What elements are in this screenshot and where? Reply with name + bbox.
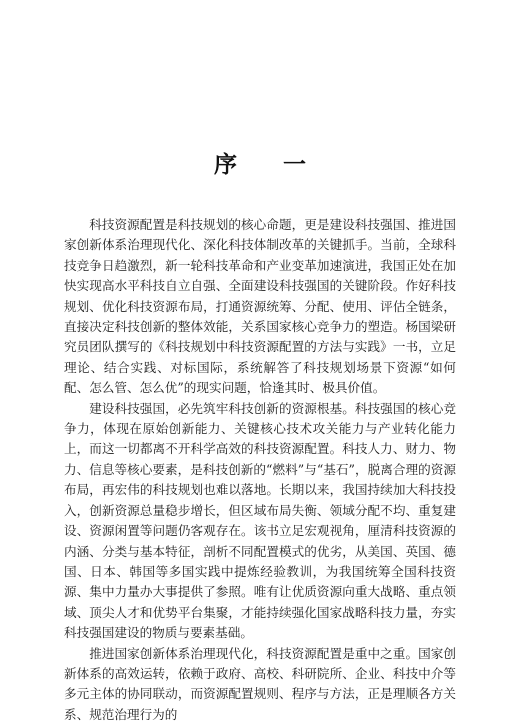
paragraph-1: 科技资源配置是科技规划的核心命题，更是建设科技强国、推进国家创新体系治理现代化、深化科技体制改革的关键抓手。当前，全球科技竞争日趋激烈，新一轮科技革命和产业变革加速演进，我国正处在加快实现高水平科技自立自强、全面建设科技强国的关键阶段。作好科技规划、优化科技资源布局，打通资源统筹、分配、使用、评估全链条，直接决定科技创新的整体效能，关系国家核心竞争力的塑造。杨国梁研究员团队撰写的《科技规划中科技资源配置的方法与实践》一书，立足理论、结合实践、对标国际，系统解答了科技规划场景下资源“如何配、怎么管、怎么优”的现实问题，恰逢其时、极具价值。 [64, 217, 456, 396]
paragraph-2: 建设科技强国，必先筑牢科技创新的资源根基。科技强国的核心竞争力，体现在原始创新能力、关键核心技术攻关能力与产业转化能力上，而这一切都离不开科学高效的科技资源配置。科技人力、财力、物力、信息等核心要素，是科技创新的“燃料”与“基石”，脱离合理的资源布局，再宏伟的科技规划也难以落地。长期以来，我国持续加大科技投入，创新资源总量稳步增长，但区域布局失衡、领域分配不均、重复建设、资源闲置等问题仍客观存在。该书立足宏观视角，厘清科技资源的内涵、分类与基本特征，剖析不同配置模式的优劣，从美国、英国、德国、日本、韩国等多国实践中提炼经验教训，为我国统筹全国科技资源、集中力量办大事提供了参照。唯有让优质资源向重大战略、重点领域、顶尖人才和优势平台集聚，才能持续强化国家战略科技力量，夯实科技强国建设的物质与要素基础。 [64, 400, 456, 641]
body-text [64, 215, 456, 725]
paragraph-3: 推进国家创新体系治理现代化，科技资源配置是重中之重。国家创新体系的高效运转，依赖于政府、高校、科研院所、企业、科技中介等多元主体的协同联动，而资源配置规则、程序与方法，正是理顺各方关系、规范治理行为的 [64, 645, 456, 722]
title-char-2: 一 [283, 151, 306, 178]
title-char-1: 序 [214, 151, 237, 178]
page-title [0, 146, 520, 179]
